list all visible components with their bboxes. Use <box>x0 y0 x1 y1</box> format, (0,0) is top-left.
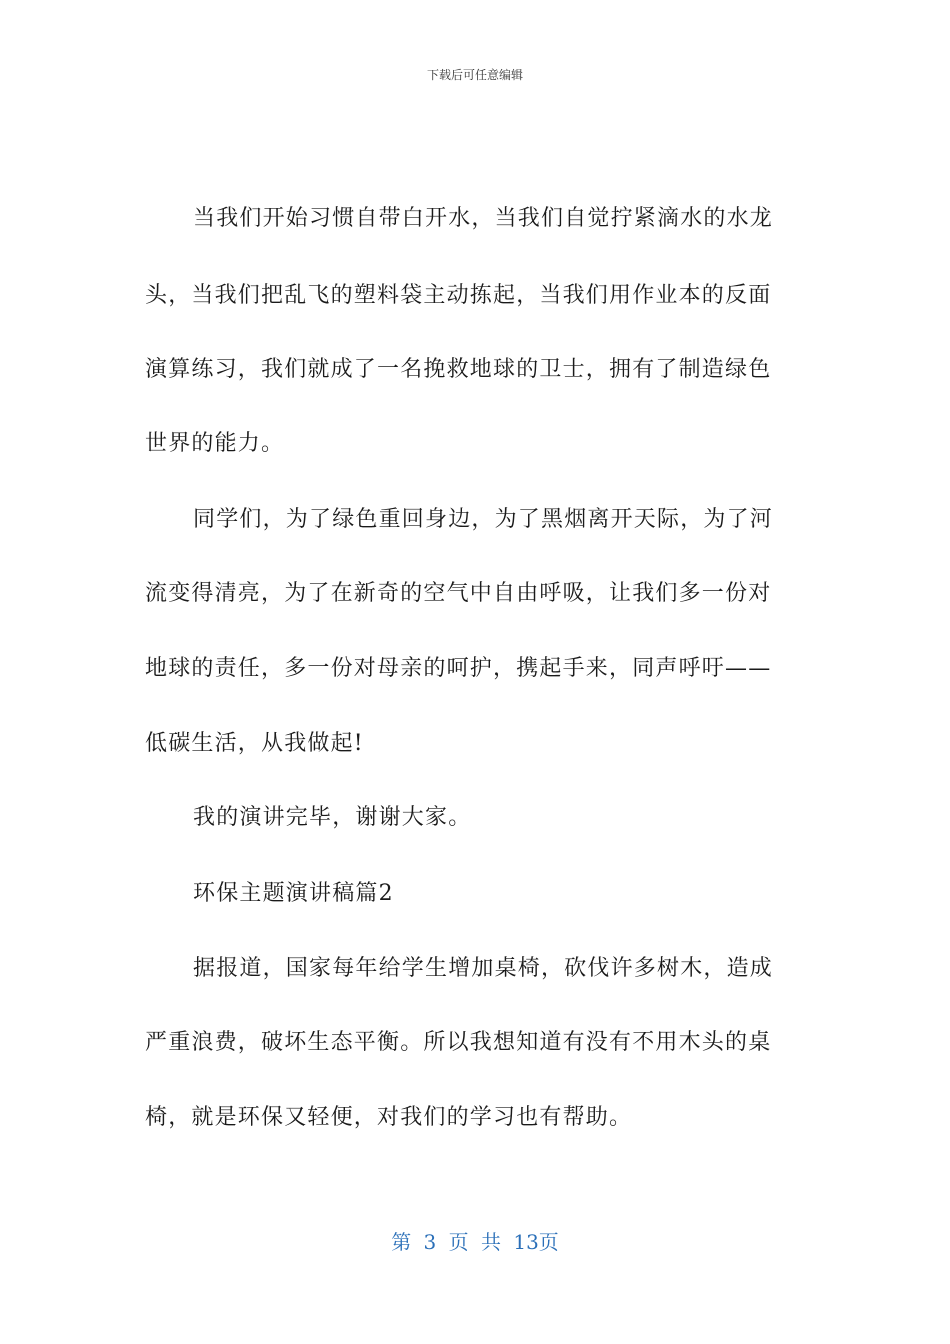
section-heading: 环保主题演讲稿篇2 <box>193 881 394 906</box>
paragraph-2-line-3: 地球的责任，多一份对母亲的呵护，携起手来，同声呼吁—— <box>145 656 772 681</box>
closing-line: 我的演讲完毕，谢谢大家。 <box>193 805 472 830</box>
paragraph-5-line-2: 严重浪费，破坏生态平衡。所以我想知道有没有不用木头的桌 <box>145 1030 772 1055</box>
paragraph-1-line-4: 世界的能力。 <box>145 431 285 456</box>
paragraph-1-line-3: 演算练习，我们就成了一名挽救地球的卫士，拥有了制造绿色 <box>145 357 772 382</box>
paragraph-1-line-2: 头，当我们把乱飞的塑料袋主动拣起，当我们用作业本的反面 <box>145 283 772 308</box>
paragraph-1-line-1: 当我们开始习惯自带白开水，当我们自觉拧紧滴水的水龙 <box>193 206 774 231</box>
paragraph-2-line-2: 流变得清亮，为了在新奇的空气中自由呼吸，让我们多一份对 <box>145 581 772 606</box>
header-note: 下载后可任意编辑 <box>426 68 523 82</box>
paragraph-5-line-1: 据报道，国家每年给学生增加桌椅，砍伐许多树木，造成 <box>193 956 774 981</box>
paragraph-2-line-1: 同学们，为了绿色重回身边，为了黑烟离开天际，为了河 <box>193 507 774 532</box>
paragraph-2-line-4: 低碳生活，从我做起! <box>145 731 364 756</box>
page-number-footer: 第 3 页 共 13页 <box>391 1230 559 1254</box>
paragraph-5-line-3: 椅，就是环保又轻便，对我们的学习也有帮助。 <box>145 1105 633 1130</box>
